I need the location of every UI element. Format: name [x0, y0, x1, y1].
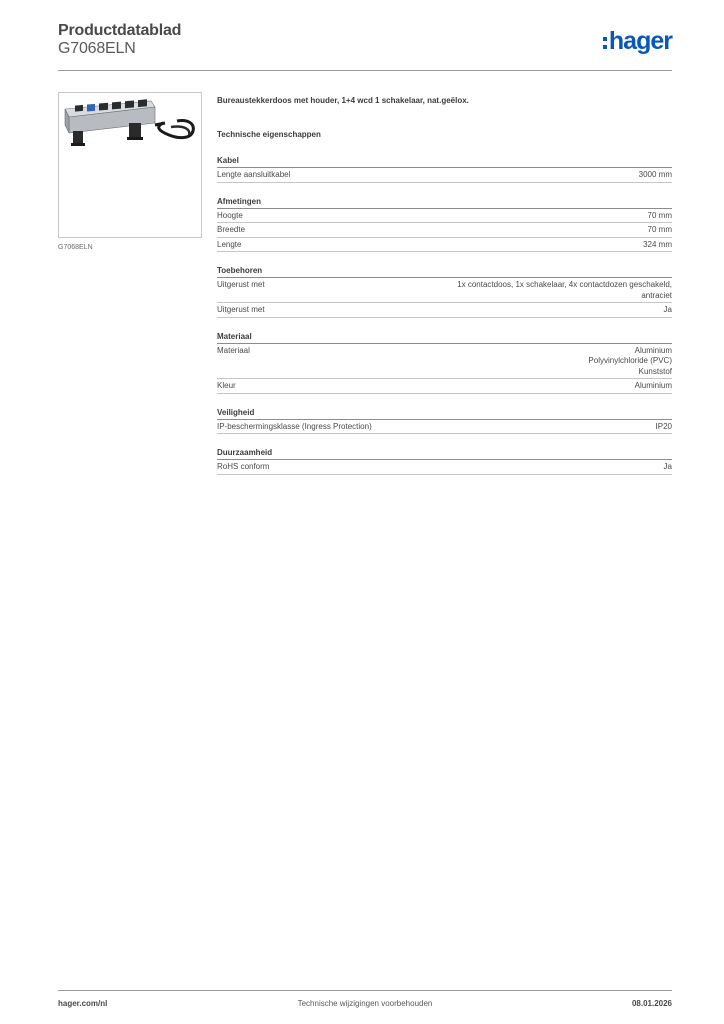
spec-label: Materiaal: [217, 345, 250, 355]
spec-label: Lengte aansluitkabel: [217, 170, 291, 179]
spec-value-line: Ja: [663, 462, 672, 471]
spec-row: [217, 420, 672, 435]
footer-website: hager.com/nl: [58, 999, 108, 1008]
spec-value: [643, 240, 672, 251]
power-strip-product-photo-icon: [59, 93, 201, 237]
image-caption: G7068ELN: [58, 244, 93, 251]
spec-value-line: Polyvinylchloride (PVC): [588, 356, 672, 365]
spec-label: Uitgerust met: [217, 280, 265, 289]
spec-value: [588, 346, 672, 378]
product-image: [58, 92, 202, 238]
spec-group-afmetingen: [217, 197, 672, 253]
spec-label: Lengte: [217, 239, 242, 249]
spec-row: [217, 168, 672, 183]
spec-value-line: 1x contactdoos, 1x schakelaar, 4x contactdozen geschakeld,: [457, 280, 672, 289]
spec-label: Breedte: [217, 225, 246, 234]
logo-text: hager: [608, 27, 672, 55]
tech-heading: Technische eigenschappen: [217, 130, 321, 139]
spec-value: [664, 462, 672, 473]
spec-value: [664, 305, 672, 316]
footer-date: 08.01.2026: [631, 999, 672, 1008]
spec-row: [217, 209, 672, 224]
spec-group-veiligheid: [217, 408, 672, 435]
spec-value-line: 70 mm: [647, 225, 672, 234]
spec-value: [656, 422, 672, 433]
spec-row: [217, 278, 672, 303]
spec-label: IP-beschermingsklasse (Ingress Protection): [217, 421, 372, 431]
group-title: Kabel: [217, 156, 672, 168]
logo-dots-icon: [603, 37, 607, 49]
spec-row: [217, 379, 672, 394]
spec-value: [639, 170, 672, 181]
group-title: Veiligheid: [217, 408, 672, 420]
spec-value-line: 3000 mm: [638, 170, 672, 179]
product-code: G7068ELN: [58, 40, 136, 57]
page-footer: [58, 990, 672, 1008]
spec-row: [217, 344, 672, 380]
footer-notice: Technische wijzigingen voorbehouden: [297, 999, 433, 1008]
product-description: Bureaustekkerdoos met houder, 1+4 wcd 1 schakelaar, nat.geëlox.: [217, 96, 469, 105]
spec-value: [648, 211, 672, 222]
spec-group-materiaal: [217, 332, 672, 394]
group-title: Materiaal: [217, 332, 672, 344]
document-title: Productdatablad: [58, 22, 182, 39]
group-title: Duurzaamheid: [217, 448, 672, 460]
spec-group-kabel: [217, 156, 672, 183]
spec-label: Uitgerust met: [217, 305, 265, 314]
group-title: Afmetingen: [217, 197, 672, 209]
spec-value: [635, 381, 672, 392]
group-title: Toebehoren: [217, 266, 672, 278]
page-header: [58, 20, 672, 71]
spec-value-line: Aluminium: [634, 381, 672, 390]
product-content: [217, 96, 672, 475]
spec-row: [217, 460, 672, 475]
spec-label: Kleur: [217, 381, 236, 390]
spec-group-toebehoren: [217, 266, 672, 318]
spec-value-line: IP20: [655, 421, 672, 431]
spec-value: [457, 280, 672, 301]
spec-label: RoHS conform: [217, 462, 270, 471]
spec-value-line: 324 mm: [643, 239, 672, 249]
spec-value: [648, 225, 672, 236]
spec-row: [217, 238, 672, 253]
spec-row: [217, 303, 672, 318]
spec-group-duurzaamheid: [217, 448, 672, 475]
spec-label: Hoogte: [217, 210, 243, 220]
spec-value-line: Kunststof: [638, 366, 672, 376]
spec-row: [217, 223, 672, 238]
hager-logo: [603, 28, 672, 54]
spec-value-line: 70 mm: [647, 210, 672, 220]
spec-value-line: Ja: [663, 305, 672, 314]
spec-value-line: antraciet: [641, 290, 672, 300]
spec-value-line: Aluminium: [634, 345, 672, 355]
